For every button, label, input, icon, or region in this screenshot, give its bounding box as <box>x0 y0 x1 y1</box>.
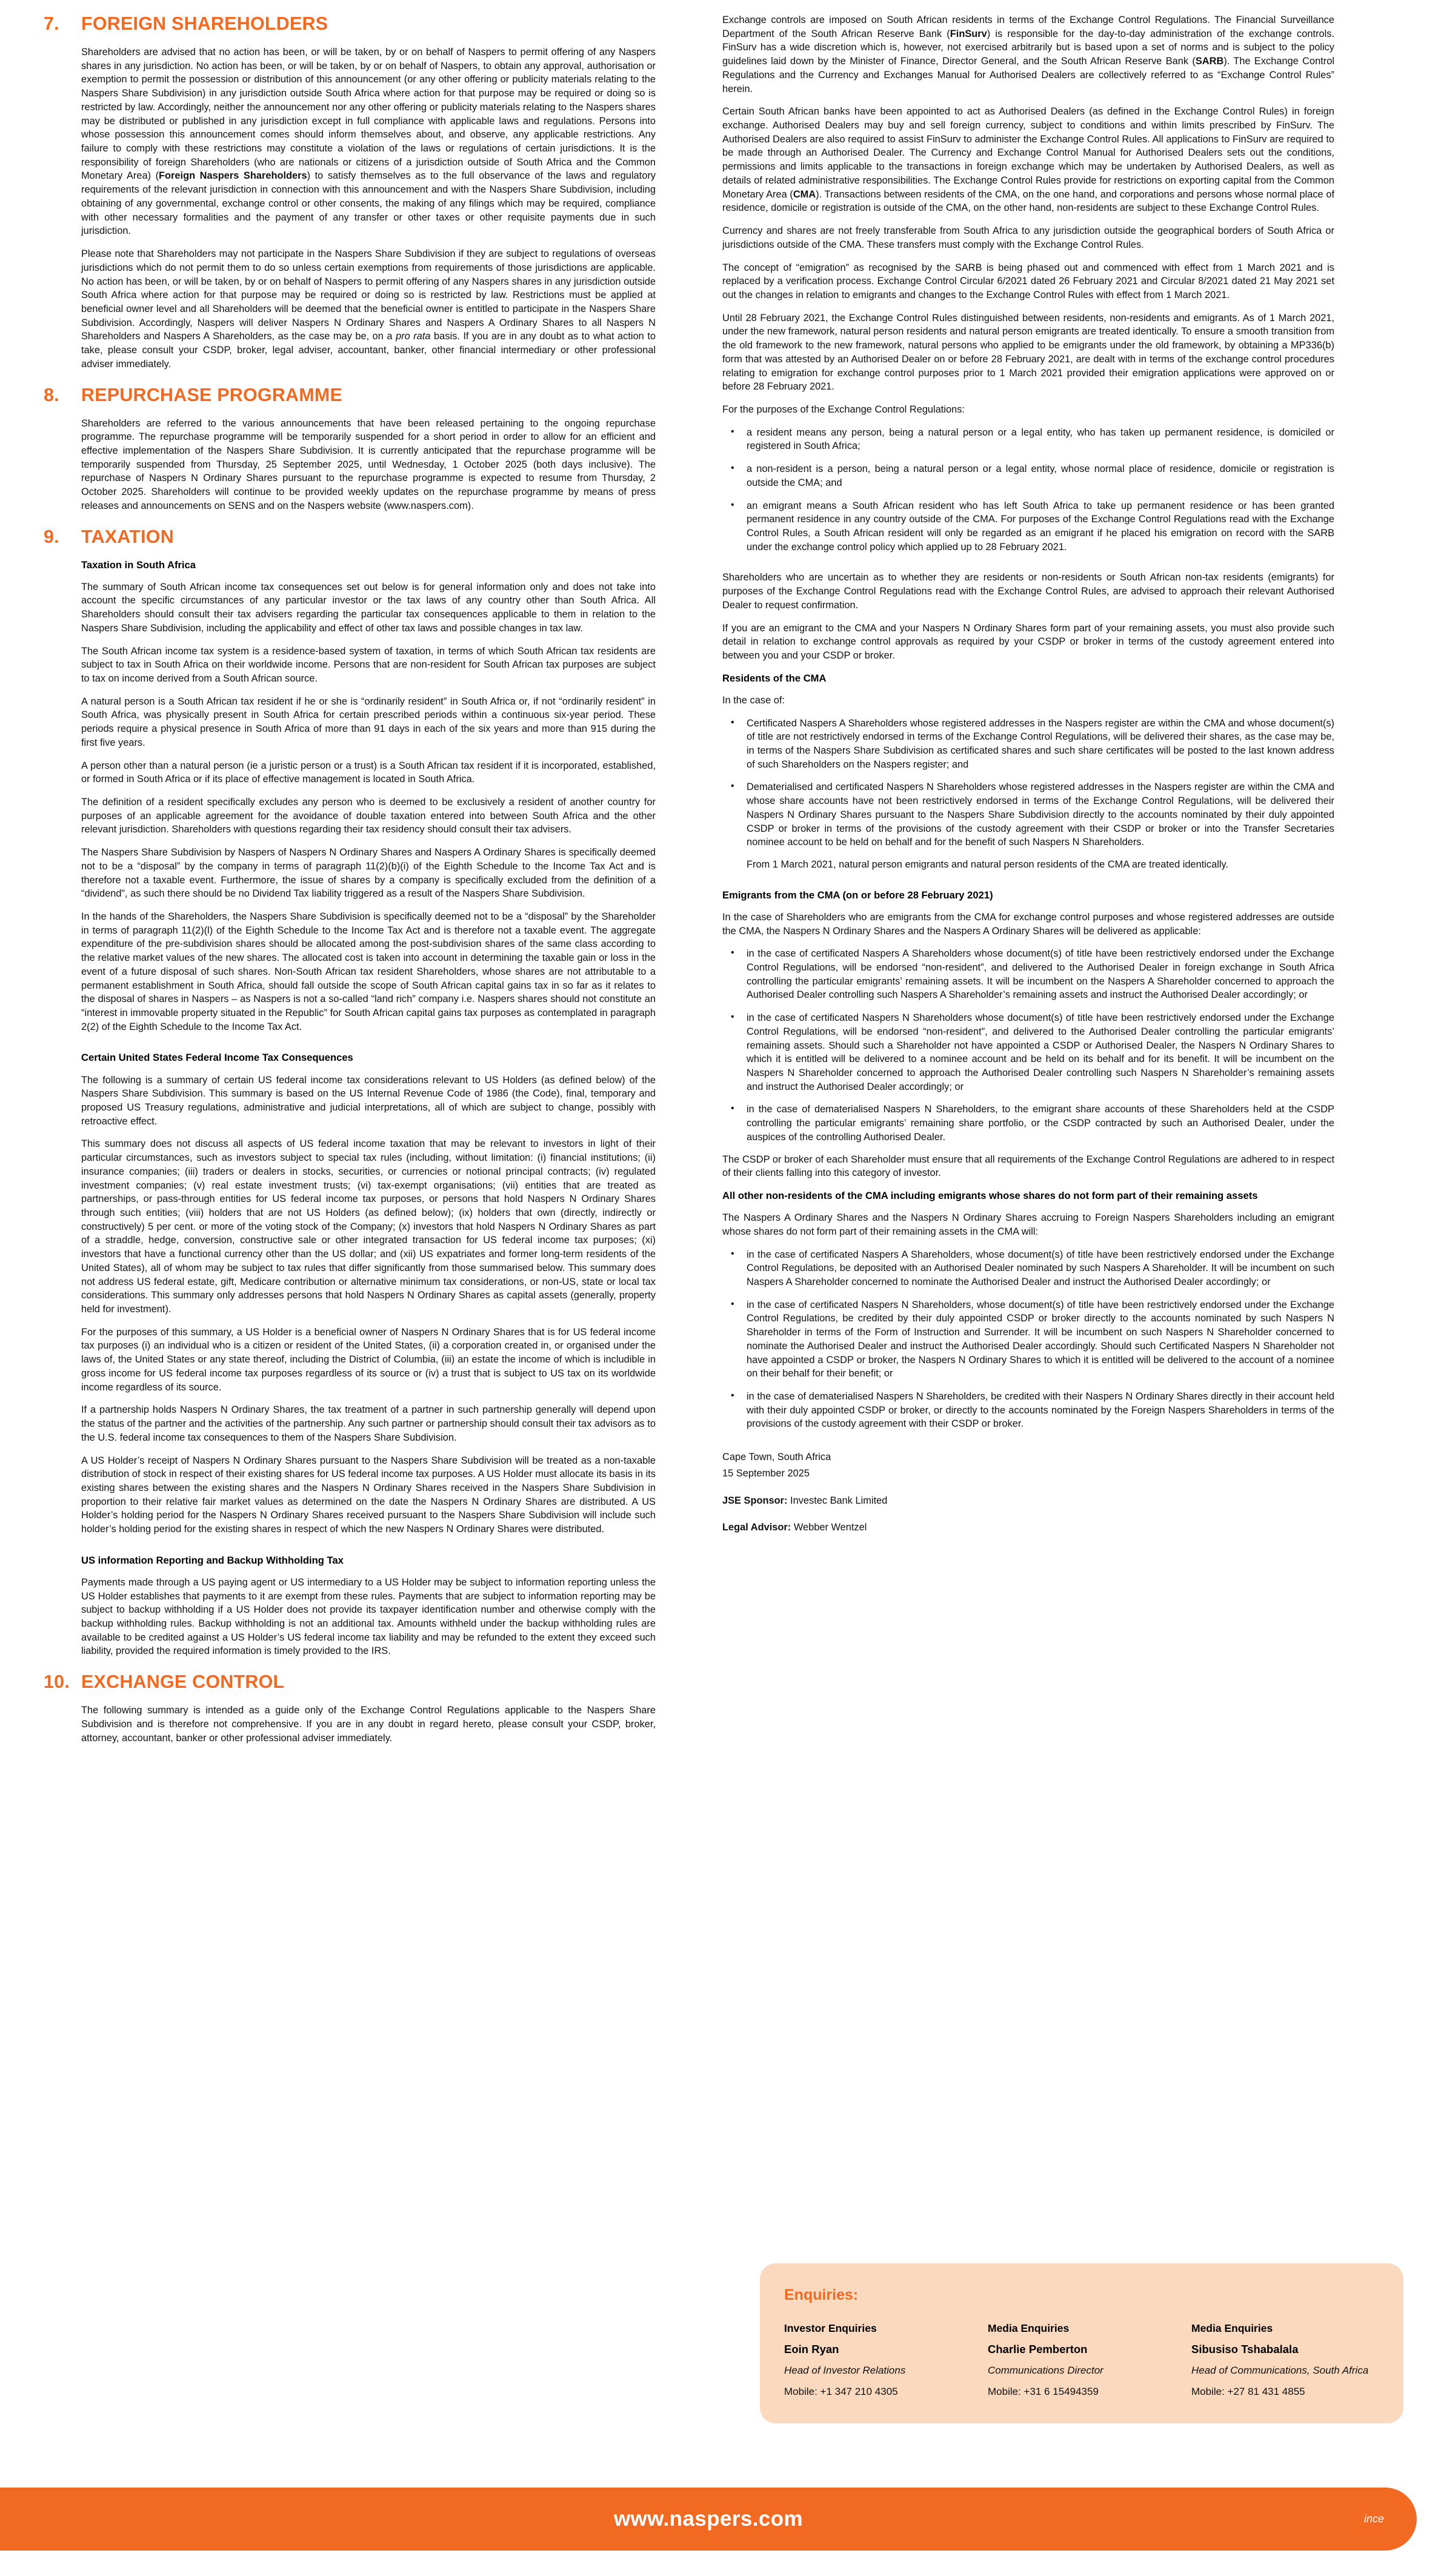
jse-sponsor-value: Investec Bank Limited <box>790 1495 888 1506</box>
contact-card <box>1191 2322 1379 2398</box>
enquiries-box <box>760 2263 1403 2423</box>
spacer <box>44 513 656 526</box>
subheading-taxation-south-africa: Taxation in South Africa <box>81 559 196 571</box>
subheading-residents-of-cma: Residents of the CMA <box>722 672 827 684</box>
spacer <box>44 371 656 385</box>
list-item <box>722 780 1334 871</box>
contact-category: Investor Enquiries <box>784 2322 877 2334</box>
contact-category: Media Enquiries <box>1191 2322 1273 2334</box>
contact-category: Media Enquiries <box>988 2322 1070 2334</box>
paragraph: If a partnership holds Naspers N Ordinary Shares, the tax treatment of a partner in such partnership generally will depend upon the status of the partner and the activities of the partnership. Any such partner or partnership should consult their tax advisors as to the U.S. federal income tax consequences to them of the Naspers Share Subdivision. <box>81 1404 656 1443</box>
list-item: • in the case of certificated Naspers N Shareholders, whose document(s) of title have been restrictively endorsed under the Exchange Control Regulations, be credited by their duly appointed CSDP or broker directly to the accounts nominated by such Naspers N Shareholder in terms of the Form of Instruction and Surrender. It will be incumbent on such Naspers N Shareholder concerned to nominate the Authorised Dealer and instruct the Authorised Dealer accordingly. Should such Certificated Naspers N Shareholder not have appointed a CSDP or broker, the Naspers N Ordinary Shares to which it is entitled will be delivered to the account of a nominee on their behalf for their benefit; or <box>722 1298 1334 1381</box>
spacer <box>722 1507 1334 1518</box>
paragraph: The Naspers Share Subdivision by Naspers of Naspers N Ordinary Shares and Naspers A Ordinary Shares is specifically deemed not to be a “disposal” by the company in terms of paragraph 11(2)(b)(i) of the Eighth Schedule to the Income Tax Act and is therefore not a taxable event. Furthermore, the issue of shares by a company is specifically excluded from the definition of a “dividend”, as such there should be no Dividend Tax liability triggered as a result of the Naspers Share Subdivision. <box>81 847 656 900</box>
jse-sponsor-label: JSE Sponsor: <box>722 1495 788 1506</box>
spacer <box>81 1545 656 1554</box>
paragraph: Payments made through a US paying agent or US intermediary to a US Holder may be subject to information reporting unless the US Holder establishes that payments to it are exempt from these rules. Payments that are subject to information reporting may be subject to backup withholding if a US Holder does not provide its taxpayer identification number and otherwise comply with the backup withholding rules. Backup withholding is not an additional tax. Amounts withheld under the backup withholding rules are available to be credited against a US Holder’s US federal income tax liability and may be refunded to the extent they exceed such liability, provided the required information is timely provided to the IRS. <box>81 1576 656 1657</box>
paragraph: Shareholders who are uncertain as to whether they are residents or non-residents or South African non-tax residents (emigrants) for purposes of the Exchange Control Regulations read with the Exchange Control Rules, are advised to approach their relevant Authorised Dealer to request confirmation. <box>722 572 1334 611</box>
section-heading-exchange-control <box>44 1671 656 1693</box>
paragraph: The South African income tax system is a residence-based system of taxation, in terms of which South African tax residents are subject to tax in South Africa on their worldwide income. Persons that are non-resident for South African tax purposes are subject to tax on income derived from a South African source. <box>81 645 656 684</box>
paragraph: The concept of “emigration” as recognised by the SARB is being phased out and commenced with effect from 1 March 2021 and is replaced by a verification process. Exchange Control Circular 6/2021 dated 26 February 2021 and Circular 8/2021 dated 21 May 2021 set out the changes in relation to emigrants and changes to the Exchange Control Rules with effect from 1 March 2021. <box>722 262 1334 300</box>
section-number: 9. <box>44 526 59 547</box>
enquiries-title: Enquiries: <box>784 2286 859 2303</box>
spacer <box>722 1439 1334 1448</box>
legal-advisor-value: Webber Wentzel <box>793 1522 867 1533</box>
regulation-definitions-list <box>722 426 1334 554</box>
paragraph: A US Holder’s receipt of Naspers N Ordinary Shares pursuant to the Naspers Share Subdivision will be treated as a non-taxable distribution of stock in respect of their existing shares for US federal income tax purposes. A US Holder must allocate its basis in its existing shares between the existing shares and the Naspers N Ordinary Shares received in the Naspers Share Subdivision in proportion to their relative fair market values as determined on the date the Naspers N Ordinary Shares are distributed. A US Holder’s holding period for the Naspers N Ordinary Shares received pursuant to the Naspers Share Subdivision will include such holder’s holding period for the existing shares in respect of which the new Naspers N Ordinary Shares were distributed. <box>81 1455 656 1535</box>
paragraph: Until 28 February 2021, the Exchange Control Rules distinguished between residents, non-residents and emigrants. As of 1 March 2021, under the new framework, natural person residents and natural person emigrants are treated identically. To ensure a smooth transition from the old framework to the new framework, natural persons who applied to be emigrants under the old framework, by obtaining a MP336(b) form that was attested by an Authorised Dealer on or before 28 February 2021, are dealt with in terms of the exchange control procedures relating to emigration for exchange control purposes prior to 1 March 2021 provided their emigration applications were approved on or before 28 February 2021. <box>722 312 1334 393</box>
residents-delivery-list <box>722 717 1334 872</box>
section9-body <box>44 559 656 1659</box>
contact-card <box>784 2322 972 2398</box>
defined-term-finsurv: FinSurv <box>950 28 987 39</box>
subheading-emigrants-from-cma: Emigrants from the CMA (on or before 28 February 2021) <box>722 889 993 901</box>
paragraph: In the case of: <box>722 694 785 706</box>
footer-website-link[interactable]: www.naspers.com <box>613 2507 804 2531</box>
subheading-all-other-non-residents: All other non-residents of the CMA including emigrants whose shares do not form part of their remaining assets <box>722 1190 1258 1201</box>
other-non-residents-list <box>722 1248 1334 1432</box>
paragraph: The definition of a resident specifically excludes any person who is deemed to be exclusively a resident of another country for purposes of an applicable agreement for the avoidance of double taxation entered into between South Africa and the other relevant jurisdiction. Shareholders with questions regarding their tax residency should consult their tax advisers. <box>81 796 656 835</box>
contact-name: Charlie Pemberton <box>988 2343 1088 2355</box>
paragraph: The CSDP or broker of each Shareholder must ensure that all requirements of the Exchange Control Regulations are adhered to in respect of their clients falling into this category of investor. <box>722 1154 1334 1179</box>
section10-body <box>44 1704 656 1745</box>
section-number: 8. <box>44 384 59 405</box>
spacer <box>722 1481 1334 1492</box>
paragraph: The Naspers A Ordinary Shares and the Naspers N Ordinary Shares accruing to Foreign Naspers Shareholders including an emigrant whose shares do not form part of their remaining assets in the CMA will: <box>722 1212 1334 1237</box>
paragraph: Shareholders are advised that no action has been, or will be taken, by or on behalf of Naspers to permit offering of any Naspers shares in any jurisdiction. No action has been, or will be taken, by or on behalf of Naspers, to obtain any approval, authorisation or exemption to permit the possession or distribution of this announcement (or any other offering or publicity materials relating to the Naspers Share Subdivision) in any jurisdiction outside South Africa where action for that purpose may be required or doing so is restricted by law. Accordingly, neither the announcement nor any other offering or publicity materials relating to the Naspers shares may be distributed or published in any jurisdiction except in full compliance with applicable laws and regulations. Persons into whose possession this announcement comes should inform themselves about, and observe, any applicable restrictions. Any failure to comply with these restrictions may constitute a violation of the laws or regulations of certain jurisdictions. It is the responsibility of foreign Shareholders (who are nationals or citizens of a jurisdiction outside of South Africa and the Common Monetary Area) (Foreign Naspers Shareholders) to satisfy themselves as to the full observance of the laws and regulatory requirements of the relevant jurisdiction in connection with this announcement and with the Naspers Share Subdivision, including obtaining of any governmental, exchange control or other consents, the making of any filings which may be required, compliance with other necessary formalities and the payment of any transfer or other taxes or other requisite payments due in such jurisdiction. <box>81 47 656 237</box>
contact-mobile[interactable]: Mobile: +27 81 431 4855 <box>1191 2385 1305 2397</box>
paragraph: This summary does not discuss all aspects of US federal income taxation that may be relevant to investors in light of their particular circumstances, such as investors subject to special tax rules (including, without limitation: (i) financial institutions; (ii) insurance companies; (iii) traders or dealers in stocks, securities, or currencies or notional principal contracts; (iv) regulated investment companies; (v) real estate investment trusts; (vi) tax-exempt organisations; (vii) entities that are treated as partnerships, or pass-through entities for US federal income tax purposes, or persons that hold Naspers N Ordinary Shares through such entities; (viii) holders that are not US Holders (as defined below); (ix) holders that own (directly, indirectly or constructively) 5 per cent. or more of the voting stock of the Company; (x) investors that hold Naspers N Ordinary Shares as part of a straddle, hedge, conversion, constructive sale or other integrated transaction for US federal income tax purposes; (xi) investors that have a functional currency other than the US dollar; and (xii) US expatriates and former long-term residents of the United States), all of whom may be subject to tax rules that differ significantly from those summarised below. This summary does not address US federal estate, gift, Medicare contribution or alternative minimum tax considerations, or non-US, state or local tax considerations. This summary only addresses persons that hold Naspers N Ordinary Shares as capital assets (generally, property held for investment). <box>81 1138 656 1315</box>
paragraph: In the case of Shareholders who are emigrants from the CMA for exchange control purposes and whose registered addresses are outside the CMA, the Naspers N Ordinary Shares and the Naspers A Ordinary Shares will be delivered as applicable: <box>722 911 1334 937</box>
paragraph: If you are an emigrant to the CMA and your Naspers N Ordinary Shares form part of your remaining assets, you must also provide such detail in relation to exchange control approvals as required by your CSDP or broker in terms of the custody agreement entered into between you and your CSDP or broker. <box>722 622 1334 662</box>
section7-body <box>44 45 656 371</box>
list-item: • Certificated Naspers A Shareholders whose registered addresses in the Naspers register are within the CMA and whose document(s) of title are not restrictively endorsed in terms of the Exchange Control Regulations, will be delivered their shares, as the case may be, in terms of the Naspers Share Subdivision as certificated shares and such share certificates will be posted to the last known address of such Shareholders on the Naspers register; and <box>722 717 1334 772</box>
paragraph: For the purposes of the Exchange Control Regulations: <box>722 403 965 415</box>
contact-name: Sibusiso Tshabalala <box>1191 2343 1299 2355</box>
contact-mobile[interactable]: Mobile: +31 6 15494359 <box>988 2385 1099 2397</box>
spacer <box>722 880 1334 889</box>
section-heading-foreign-shareholders <box>44 13 656 35</box>
section-title: FOREIGN SHAREHOLDERS <box>81 13 328 34</box>
section-heading-taxation <box>44 526 656 548</box>
legal-advisor-label: Legal Advisor: <box>722 1522 791 1533</box>
paragraph: In the hands of the Shareholders, the Naspers Share Subdivision is specifically deemed not to be a “disposal” by the Shareholder in terms of paragraph 11(2)(l) of the Eighth Schedule to the Income Tax Act and is therefore not a taxable event. The aggregate expenditure of the pre-subdivision shares should be allocated among the post-subdivision shares of the same class according to the relative market values of the new shares. The allocated cost is taken into account in determining the taxable gain or loss in the event of a future disposal of such shares. Non-South African tax resident Shareholders, whose shares are not attributable to a permanent establishment in South Africa, should fall outside the scope of South African capital gains tax in so far as it relates to the disposal of shares in Naspers – as Naspers is not a so-called “land rich” company i.e. Naspers shares should not constitute an “interest in immovable property situated in the Republic” for South African capital gains tax purposes as contemplated in paragraph 2(2) of the Eighth Schedule to the Income Tax Act. <box>81 911 656 1032</box>
paragraph: Certain South African banks have been appointed to act as Authorised Dealers (as defined in the Exchange Control Rules) in foreign exchange. Authorised Dealers may buy and sell foreign currency, subject to conditions and within limits prescribed by FinSurv. The Authorised Dealers are also required to assist FinSurv to administer the Exchange Control Rules. All applications to FinSurv are required to be made through an Authorised Dealer. The Currency and Exchange Control Manual for Authorised Dealers sets out the conditions, permissions and limits applicable to the transactions in foreign exchange which may be undertaken by Authorised Dealers, as well as details of related administrative responsibilities. The Exchange Control Rules provide for restrictions on exporting capital from the Common Monetary Area (CMA). Transactions between residents of the CMA, on the one hand, and corporations and persons whose normal place of residence, domicile or registration is outside of the CMA, on the other hand, non-residents are subject to these Exchange Control Rules. <box>722 106 1334 214</box>
paragraph: The following summary is intended as a guide only of the Exchange Control Regulations applicable to the Naspers Share Subdivision and is therefore not comprehensive. If you are in any doubt in regard hereto, please consult your CSDP, broker, attorney, accountant, banker or other professional adviser immediately. <box>81 1705 656 1744</box>
enquiries-columns <box>784 2322 1379 2398</box>
paragraph: A person other than a natural person (ie a juristic person or a trust) is a South African tax resident if it is incorporated, established, or formed in South Africa or if its place of effective management is located in South Africa. <box>81 760 656 785</box>
subheading-us-federal-income-tax: Certain United States Federal Income Tax Consequences <box>81 1052 353 1064</box>
list-item: • in the case of dematerialised Naspers N Shareholders, be credited with their Naspers N Ordinary Shares directly in their account held with their duly appointed CSDP or broker, or directly to the accounts nominated by the Foreign Naspers Shareholders in terms of the provisions of the custody agreement with their CSDP or broker. <box>722 1390 1334 1431</box>
emigrants-delivery-list <box>722 947 1334 1144</box>
section-title: TAXATION <box>81 526 174 547</box>
paragraph: The summary of South African income tax consequences set out below is for general information only and does not take into account the specific circumstances of any particular investor or the tax laws of any country other than South Africa. All Shareholders should consult their tax advisers regarding the particular tax consequences applicable to them in relation to the Naspers Share Subdivision, including the applicability and effect of other tax laws and possible changes in tax law. <box>81 581 656 634</box>
subheading-backup-withholding: US information Reporting and Backup Withholding Tax <box>81 1554 344 1566</box>
paragraph: A natural person is a South African tax resident if he or she is “ordinarily resident” in South Africa or, if not “ordinarily resident” in South Africa, was physically present in South Africa for certain prescribed periods within a continuous six-year period. These periods require a physical presence in South Africa of more than 91 days in each of the six years and more than 915 during the first five years. <box>81 695 656 748</box>
paragraph: Please note that Shareholders may not participate in the Naspers Share Subdivision if they are subject to regulations of overseas jurisdictions which do not permit them to do so unless certain exemptions from requirements of those jurisdictions are applicable. No action has been, or will be taken, by or on behalf of Naspers to permit offering of any Naspers shares in any jurisdiction outside South Africa where action for that purpose may be required or doing so is restricted by law. Restrictions must be applied at beneficial owner level and all Shareholders will be deemed that the beneficial owner is entitled to participate in the Naspers Share Subdivision. Accordingly, Naspers will deliver Naspers N Ordinary Shares and Naspers A Ordinary Shares to all Naspers N Shareholders and Naspers A Shareholders, as the case may be, on a pro rata basis. If you are in any doubt as to what action to take, please consult your CSDP, broker, legal adviser, accountant, banker, other financial intermediary or other professional adviser immediately. <box>81 248 656 370</box>
section-heading-repurchase-programme <box>44 385 656 406</box>
italic-term-pro-rata: pro rata <box>396 331 431 342</box>
jse-sponsor <box>722 1494 1334 1508</box>
paragraph: For the purposes of this summary, a US Holder is a beneficial owner of Naspers N Ordinary Shares that is for US federal income tax purposes (i) an individual who is a citizen or resident of the United States, (ii) a corporation created in, or organised under the laws of, the United States or any state thereof, including the District of Columbia, (iii) an estate the income of which is includible in gross income for US federal income tax purposes regardless of its source or (iv) a trust that is subject to US tax on its worldwide income regardless of its source. <box>81 1326 656 1393</box>
spacer <box>44 1658 656 1671</box>
contact-role: Head of Communications, South Africa <box>1191 2365 1369 2377</box>
list-item: • in the case of certificated Naspers A Shareholders, whose document(s) of title have been restrictively endorsed under the Exchange Control Regulations, be deposited with an Authorised Dealer nominated by such Naspers A Shareholder. It will be incumbent on such Naspers A Shareholder concerned to nominate the Authorised Dealer and instruct the Authorised Dealer accordingly; or <box>722 1248 1334 1289</box>
list-item: • a resident means any person, being a natural person or a legal entity, who has taken up permanent residence, is domiciled or registered in South Africa; <box>722 426 1334 453</box>
section-number: 7. <box>44 13 59 34</box>
signoff-place: Cape Town, South Africa <box>722 1452 831 1463</box>
paragraph: Shareholders are referred to the various announcements that have been released pertaining to the ongoing repurchase programme. The repurchase programme will be temporarily suspended for a short period in order to allow for an efficient and effective implementation of the Naspers Share Subdivision. It is currently anticipated that the repurchase programme will be temporarily suspended from Thursday, 25 September 2025, until Wednesday, 1 October 2025 (both days inclusive). The repurchase of Naspers N Ordinary Shares pursuant to the repurchase programme is expected to resume from Thursday, 2 October 2025. Shareholders will continue to be provided weekly updates on the repurchase programme by means of press releases and announcements on SENS and on the Naspers website (www.naspers.com). <box>81 417 656 511</box>
list-item: • a non-resident is a person, being a natural person or a legal entity, whose normal place of residence, domicile or registration is outside the CMA; and <box>722 462 1334 490</box>
contact-card <box>988 2322 1176 2398</box>
list-item: • in the case of certificated Naspers A Shareholders whose document(s) of title have been restrictively endorsed under the Exchange Control Regulations, will be endorsed “non-resident”, and delivered to the Authorised Dealer in foreign exchange in South Africa controlling the particular emigrants’ remaining assets. It will be incumbent on the Naspers A Shareholder concerned to approach the Authorised Dealer controlling such Naspers A Shareholder’s remaining assets and instruct the Authorised Dealer accordingly; or <box>722 947 1334 1002</box>
footer-bar <box>0 2488 1417 2551</box>
section-number: 10. <box>44 1671 70 1693</box>
section8-body <box>44 417 656 513</box>
right-column <box>722 13 1334 1745</box>
list-item: • in the case of dematerialised Naspers N Shareholders, to the emigrant share accounts of these Shareholders held at the CSDP controlling the particular emigrants’ remaining share portfolio, or the CSDP contracted by such an Authorised Dealer, under the auspices of the controlling Authorised Dealer. <box>722 1103 1334 1144</box>
list-item-text: Dematerialised and certificated Naspers N Shareholders whose registered addresses in the Naspers register are within the CMA and whose share accounts have not been restrictively endorsed in terms of the Exchange Control Regulations, will be delivered their Naspers N Ordinary Shares pursuant to the Naspers Share Subdivision directly to the accounts nominated by their duly appointed CSDP or broker in terms of the provisions of the custody agreement with their CSDP or broker or into the Transfer Secretaries nominee account to be held on behalf and for the benefit of such Naspers N Shareholders. <box>747 782 1334 848</box>
section-title: EXCHANGE CONTROL <box>81 1671 285 1693</box>
residents-note: From 1 March 2021, natural person emigrants and natural person residents of the CMA are treated identically. <box>747 859 1229 870</box>
spacer <box>722 562 1334 571</box>
contact-role: Communications Director <box>988 2365 1103 2377</box>
legal-advisor <box>722 1521 1334 1535</box>
paragraph: Exchange controls are imposed on South African residents in terms of the Exchange Control Regulations. The Financial Surveillance Department of the South African Reserve Bank (FinSurv) is responsible for the day-to-day administration of the exchange controls. FinSurv has a wide discretion which is, however, not exercised arbitrarily but is based upon a set of norms and is subject to the policy guidelines laid down by the Minister of Finance, Director General, and the South African Reserve Bank (SARB). The Exchange Control Regulations and the Currency and Exchanges Manual for Authorised Dealers are collectively referred to as “Exchange Control Rules” herein. <box>722 15 1335 95</box>
ince-logo-icon: ince <box>1363 2512 1384 2525</box>
contact-name: Eoin Ryan <box>784 2343 839 2355</box>
defined-term-cma: CMA <box>793 188 816 200</box>
list-item: • an emigrant means a South African resident who has left South Africa to take up permanent residence or has been granted permanent residence in any country outside of the CMA. For purposes of the Exchange Control Regulations read with the Exchange Control Rules, a South African resident will only be regarded as an emigrant if he placed his emigration on record with the SARB under the exchange control policy which applied up to 28 February 2021. <box>722 499 1334 554</box>
paragraph: Currency and shares are not freely transferable from South Africa to any jurisdiction outside the geographical borders of South Africa or jurisdictions outside of the CMA. These transfers must comply with the Exchange Control Rules. <box>722 225 1334 250</box>
signoff-date: 15 September 2025 <box>722 1467 810 1479</box>
paragraph: The following is a summary of certain US federal income tax considerations relevant to US Holders (as defined below) of the Naspers Share Subdivision. This summary is based on the US Internal Revenue Code of 1986 (the Code), final, temporary and proposed US Treasury regulations, administrative and judicial interpretations, all of which are subject to change, possibly with retroactive effect. <box>81 1074 656 1127</box>
defined-term-foreign-naspers-shareholders: Foreign Naspers Shareholders <box>159 170 307 182</box>
contact-mobile[interactable]: Mobile: +1 347 210 4305 <box>784 2385 898 2397</box>
list-item: • in the case of certificated Naspers N Shareholders whose document(s) of title have been restrictively endorsed under the Exchange Control Regulations, will be endorsed “non-resident”, and delivered to the Authorised Dealer controlling the particular emigrants’ remaining assets. Should such a Shareholder not have appointed a CSDP or Authorised Dealer, the Naspers N Ordinary Shares to which it is entitled will be delivered to a nominee account and be held on its behalf and for its benefit. It will be incumbent on the Naspers N Shareholder concerned to approach the Authorised Dealer controlling such Naspers N Shareholder’s remaining assets and instruct the Authorised Dealer accordingly; or <box>722 1011 1334 1094</box>
section-title: REPURCHASE PROGRAMME <box>81 384 343 405</box>
contact-role: Head of Investor Relations <box>784 2365 906 2377</box>
left-column <box>44 13 656 1745</box>
spacer <box>81 1043 656 1051</box>
defined-term-sarb: SARB <box>1195 56 1224 67</box>
